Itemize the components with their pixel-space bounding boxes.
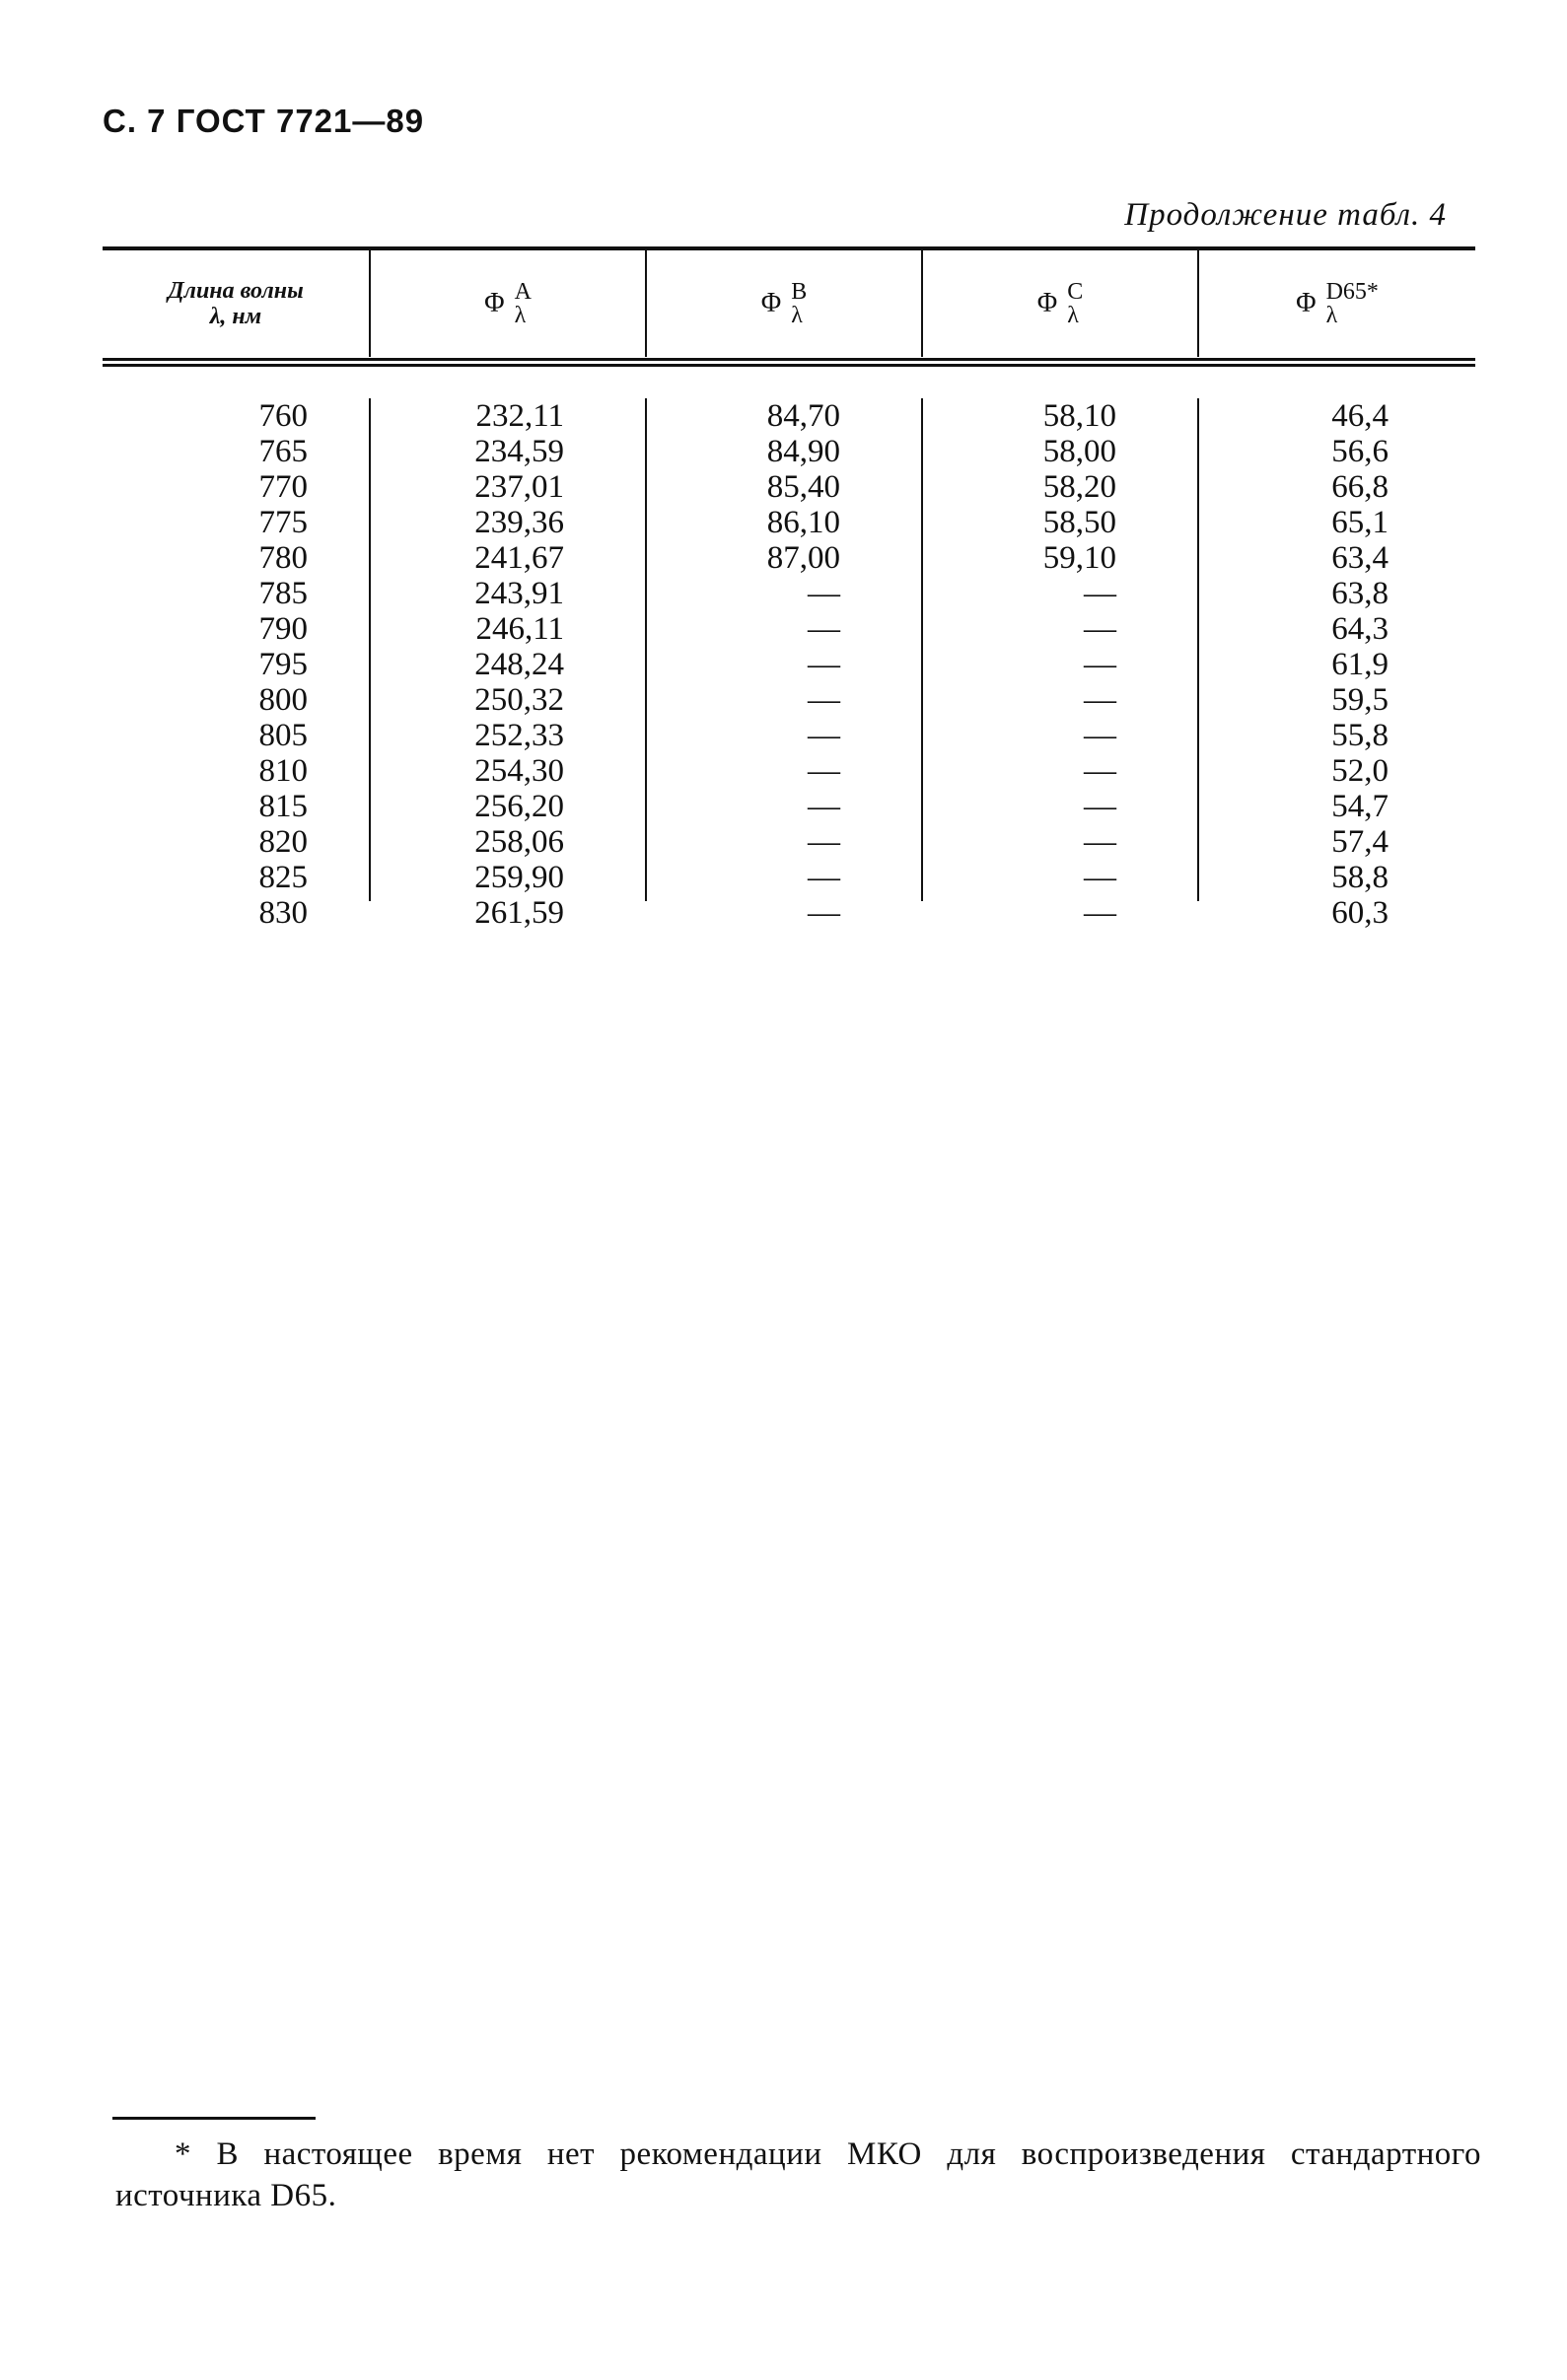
- table-cell: 790: [258, 611, 308, 647]
- table-cell: 58,00: [1042, 434, 1116, 469]
- table-cell: 252,33: [474, 718, 564, 753]
- table-cell: 765: [258, 434, 308, 469]
- phi-superscript: B: [791, 279, 808, 305]
- column-phi-b: [645, 398, 921, 931]
- table-cell: 825: [258, 860, 308, 895]
- header-double-rule: [103, 358, 1475, 367]
- header-phi-b: [645, 250, 921, 357]
- phi-symbol: Φ: [1296, 288, 1317, 318]
- header-phi-c: [921, 250, 1197, 357]
- table-cell: 64,3: [1331, 611, 1389, 647]
- table-cell: —: [808, 789, 840, 824]
- table-cell: 52,0: [1331, 753, 1389, 789]
- page-header: С. 7 ГОСТ 7721—89: [103, 103, 425, 139]
- table-cell: 85,40: [766, 469, 840, 505]
- phi-superscript: D65*: [1325, 279, 1379, 305]
- table-cell: 84,90: [766, 434, 840, 469]
- table-cell: —: [1084, 824, 1116, 860]
- table-cell: 258,06: [474, 824, 564, 860]
- table-cell: —: [808, 860, 840, 895]
- table-cell: 237,01: [474, 469, 564, 505]
- table-cell: 248,24: [474, 647, 564, 682]
- table-cell: —: [1084, 647, 1116, 682]
- header-phi-d65: [1197, 250, 1475, 357]
- table-cell: 805: [258, 718, 308, 753]
- table-cell: 56,6: [1331, 434, 1389, 469]
- table-cell: 820: [258, 824, 308, 860]
- table-cell: —: [808, 611, 840, 647]
- table-cell: —: [1084, 718, 1116, 753]
- table-cell: 760: [258, 398, 308, 434]
- header-wavelength-line1: Длина волны: [168, 278, 304, 304]
- header-wavelength: [103, 250, 369, 357]
- table-cell: 46,4: [1331, 398, 1389, 434]
- column-phi-c: [921, 398, 1197, 931]
- table-cell: 58,8: [1331, 860, 1389, 895]
- footnote-rule: [112, 2117, 316, 2120]
- table-cell: 239,36: [474, 505, 564, 540]
- table-cell: 86,10: [766, 505, 840, 540]
- header-wavelength-line2: λ, нм: [209, 304, 262, 329]
- table-cell: 256,20: [474, 789, 564, 824]
- table-cell: 795: [258, 647, 308, 682]
- table-cell: 59,10: [1042, 540, 1116, 576]
- header-phi-a: [369, 250, 645, 357]
- column-phi-d65: [1197, 398, 1475, 931]
- table-cell: 815: [258, 789, 308, 824]
- table-cell: 65,1: [1331, 505, 1389, 540]
- table-cell: 234,59: [474, 434, 564, 469]
- table-cell: 785: [258, 576, 308, 611]
- table-header-row: [103, 250, 1475, 357]
- table-cell: 780: [258, 540, 308, 576]
- phi-symbol: Φ: [1036, 288, 1058, 318]
- table-cell: 775: [258, 505, 308, 540]
- table-cell: —: [1084, 895, 1116, 931]
- phi-symbol: Φ: [760, 288, 782, 318]
- table-body: [103, 367, 1475, 941]
- table-cell: —: [808, 824, 840, 860]
- table-cell: —: [1084, 682, 1116, 718]
- data-table: [103, 246, 1475, 941]
- table-cell: 810: [258, 753, 308, 789]
- table-cell: 84,70: [766, 398, 840, 434]
- table-cell: —: [1084, 860, 1116, 895]
- table-cell: 243,91: [474, 576, 564, 611]
- table-cell: 58,20: [1042, 469, 1116, 505]
- table-cell: —: [808, 682, 840, 718]
- table-cell: 63,4: [1331, 540, 1389, 576]
- column-wavelength: [103, 398, 369, 931]
- table-cell: —: [808, 753, 840, 789]
- table-cell: 57,4: [1331, 824, 1389, 860]
- table-cell: —: [808, 718, 840, 753]
- phi-superscript: A: [514, 279, 532, 305]
- table-cell: 241,67: [474, 540, 564, 576]
- table-cell: 232,11: [475, 398, 564, 434]
- table-cell: —: [1084, 611, 1116, 647]
- phi-symbol: Φ: [484, 288, 505, 318]
- table-cell: 59,5: [1331, 682, 1389, 718]
- table-cell: 250,32: [474, 682, 564, 718]
- table-cell: 800: [258, 682, 308, 718]
- table-cell: 770: [258, 469, 308, 505]
- column-phi-a: [369, 398, 645, 931]
- phi-subscript: λ: [1067, 303, 1079, 328]
- table-cell: —: [808, 647, 840, 682]
- table-cell: 830: [258, 895, 308, 931]
- table-cell: 63,8: [1331, 576, 1389, 611]
- phi-subscript: λ: [791, 303, 803, 328]
- table-cell: —: [1084, 789, 1116, 824]
- table-cell: 259,90: [474, 860, 564, 895]
- phi-superscript: C: [1067, 279, 1084, 305]
- table-cell: 58,10: [1042, 398, 1116, 434]
- table-cell: 61,9: [1331, 647, 1389, 682]
- table-cell: —: [808, 895, 840, 931]
- table-cell: —: [1084, 753, 1116, 789]
- table-cell: 261,59: [474, 895, 564, 931]
- phi-subscript: λ: [514, 303, 527, 328]
- table-cell: 58,50: [1042, 505, 1116, 540]
- footnote: * В настоящее время нет рекомендации МКО для воспроизведения стандартного источника D65.: [115, 2136, 1481, 2213]
- table-cell: 87,00: [766, 540, 840, 576]
- table-cell: 66,8: [1331, 469, 1389, 505]
- table-caption: Продолжение табл. 4: [1124, 197, 1447, 233]
- table-cell: 246,11: [475, 611, 564, 647]
- table-cell: 254,30: [474, 753, 564, 789]
- table-cell: —: [1084, 576, 1116, 611]
- table-cell: 54,7: [1331, 789, 1389, 824]
- table-cell: 55,8: [1331, 718, 1389, 753]
- phi-subscript: λ: [1325, 303, 1338, 328]
- table-cell: —: [808, 576, 840, 611]
- table-cell: 60,3: [1331, 895, 1389, 931]
